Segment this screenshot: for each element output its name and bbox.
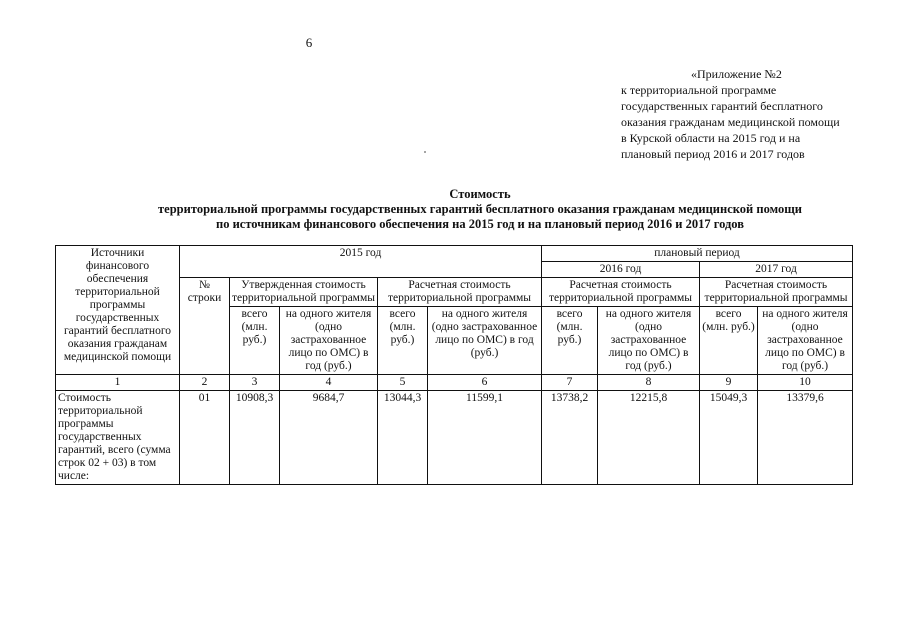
- header-total: всего (млн. руб.): [378, 307, 428, 375]
- value-cell: 15049,3: [700, 391, 758, 485]
- column-number: 5: [378, 375, 428, 391]
- column-number: 10: [758, 375, 853, 391]
- appendix-note: [621, 66, 901, 162]
- row-number-cell: 01: [180, 391, 230, 485]
- column-number: 7: [542, 375, 598, 391]
- value-cell: 9684,7: [280, 391, 378, 485]
- appendix-line: к территориальной программе: [621, 83, 777, 97]
- value-cell: 13379,6: [758, 391, 853, 485]
- column-number: 9: [700, 375, 758, 391]
- header-year-2016: 2016 год: [542, 262, 700, 278]
- header-calc-cost-2015: Расчетная стоимость территориальной программы: [378, 278, 542, 307]
- appendix-line: плановый период 2016 и 2017 годов: [621, 147, 805, 161]
- value-cell: 13044,3: [378, 391, 428, 485]
- header-per-resident: на одного жителя (одно застрахованное лицо по ОМС) в год (руб.): [280, 307, 378, 375]
- header-total: всего (млн. руб.): [542, 307, 598, 375]
- header-total: всего (млн. руб.): [230, 307, 280, 375]
- column-number: 3: [230, 375, 280, 391]
- column-number: 4: [280, 375, 378, 391]
- header-year-2015: 2015 год: [180, 246, 542, 278]
- column-number: 2: [180, 375, 230, 391]
- page-number: 6: [305, 35, 313, 50]
- appendix-line: оказания гражданам медицинской помощи: [621, 115, 840, 129]
- appendix-line: «Приложение №2: [691, 67, 782, 81]
- column-number: 1: [56, 375, 180, 391]
- title-line: по источникам финансового обеспечения на 2015 год и на плановый период 2016 и 2017 годов: [216, 217, 744, 231]
- header-planned-period: плановый период: [542, 246, 853, 262]
- header-row-number: № строки: [180, 278, 230, 375]
- value-cell: 11599,1: [428, 391, 542, 485]
- title-line: Стоимость: [449, 187, 511, 201]
- scan-speck: [424, 151, 426, 153]
- header-per-resident: на одного жителя (одно застрахованное лицо по ОМС) в год (руб.): [428, 307, 542, 375]
- header-calc-cost-2017: Расчетная стоимость территориальной программы: [700, 278, 853, 307]
- appendix-line: государственных гарантий бесплатного: [621, 99, 823, 113]
- value-cell: 10908,3: [230, 391, 280, 485]
- row-source-name: Стоимость территориальной программы государственных гарантий, всего (сумма строк 02 + 03) в том числе:: [56, 391, 180, 485]
- title-line: территориальной программы государственных гарантий бесплатного оказания гражданам медицинской помощи: [158, 202, 802, 216]
- header-sources: Источники финансового обеспечения территориальной программы государственных гарантий бесплатного оказания гражданам медицинской помощи: [56, 246, 180, 375]
- header-total: всего (млн. руб.): [700, 307, 758, 375]
- column-number: 8: [598, 375, 700, 391]
- header-calc-cost-2016: Расчетная стоимость территориальной программы: [542, 278, 700, 307]
- value-cell: 12215,8: [598, 391, 700, 485]
- column-number: 6: [428, 375, 542, 391]
- header-year-2017: 2017 год: [700, 262, 853, 278]
- header-per-resident: на одного жителя (одно застрахованное лицо по ОМС) в год (руб.): [758, 307, 853, 375]
- document-title: [100, 187, 860, 232]
- table-row: [56, 391, 853, 485]
- cost-table: [55, 245, 853, 485]
- appendix-line: в Курской области на 2015 год и на: [621, 131, 801, 145]
- value-cell: 13738,2: [542, 391, 598, 485]
- header-per-resident: на одного жителя (одно застрахованное лицо по ОМС) в год (руб.): [598, 307, 700, 375]
- header-approved-cost: Утвержденная стоимость территориальной программы: [230, 278, 378, 307]
